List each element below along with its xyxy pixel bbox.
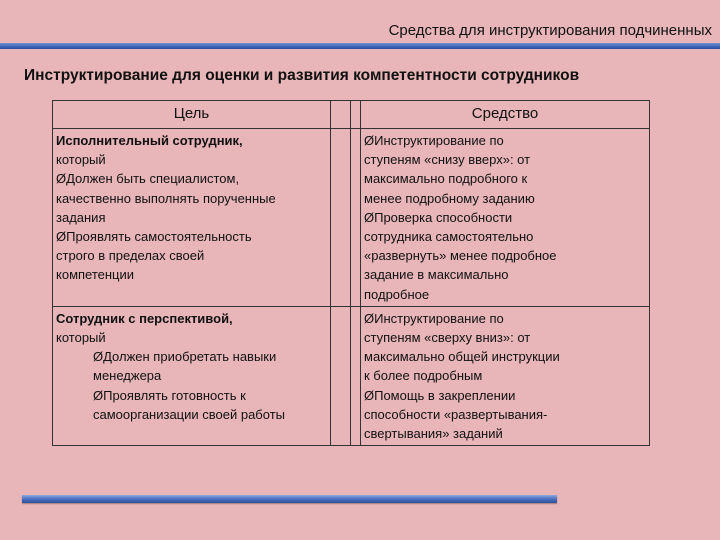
goal-heading: Сотрудник с перспективой,	[56, 310, 233, 326]
competence-table	[52, 100, 650, 446]
means-line: подробное	[364, 286, 430, 302]
means-line: максимально подробного к	[364, 171, 528, 187]
goal-line: компетенции	[56, 267, 135, 283]
goal-cell	[53, 129, 331, 307]
means-line: свертывания» заданий	[364, 426, 503, 442]
means-line: ступеням «снизу вверх»: от	[364, 152, 531, 168]
goal-line: ØПроявлять готовность к	[93, 387, 246, 403]
goal-cell	[53, 306, 331, 445]
slide-subtitle: Инструктирование для оценки и развития компетентности сотрудников	[24, 67, 580, 84]
spacer-cell	[351, 129, 361, 307]
column-header-means: Средство	[361, 101, 650, 129]
goal-line: ØПроявлять самостоятельность	[56, 229, 252, 245]
spacer-cell	[351, 306, 361, 445]
goal-line: ØДолжен приобретать навыки	[93, 349, 277, 365]
means-line: ØПомощь в закреплении	[364, 387, 516, 403]
means-line: к более подробным	[364, 368, 483, 384]
means-line: способности «развертывания-	[364, 406, 548, 422]
goal-line: самоорганизации своей работы	[93, 406, 285, 422]
column-header-goal: Цель	[53, 101, 331, 129]
means-line: ØИнструктирование по	[364, 310, 504, 326]
slide-title: Средства для инструктирования подчиненных	[388, 22, 712, 39]
goal-line: задания	[56, 209, 106, 225]
means-cell	[361, 306, 650, 445]
table-row	[53, 129, 650, 307]
means-line: ступеням «сверху вниз»: от	[364, 330, 531, 346]
table-row	[53, 306, 650, 445]
goal-heading: Исполнительный сотрудник,	[56, 133, 243, 148]
column-spacer	[351, 101, 361, 129]
means-line: ØПроверка способности	[364, 209, 513, 225]
footer-divider-bar	[22, 495, 557, 503]
goal-line: качественно выполнять порученные	[56, 190, 276, 206]
spacer-cell	[331, 129, 351, 307]
means-line: задание в максимально	[364, 267, 509, 283]
goal-line: строго в пределах своей	[56, 248, 205, 264]
title-divider-bar	[0, 43, 720, 49]
goal-line: который	[56, 330, 106, 346]
goal-line: ØДолжен быть специалистом,	[56, 171, 240, 187]
goal-line: менеджера	[93, 368, 162, 384]
table-header-row	[53, 101, 650, 129]
means-line: менее подробному заданию	[364, 190, 535, 206]
goal-line: который	[56, 152, 106, 168]
column-spacer	[331, 101, 351, 129]
means-line: максимально общей инструкции	[364, 349, 560, 365]
means-line: «развернуть» менее подробное	[364, 248, 557, 264]
means-cell	[361, 129, 650, 307]
spacer-cell	[331, 306, 351, 445]
means-line: ØИнструктирование по	[364, 133, 504, 148]
means-line: сотрудника самостоятельно	[364, 229, 534, 245]
